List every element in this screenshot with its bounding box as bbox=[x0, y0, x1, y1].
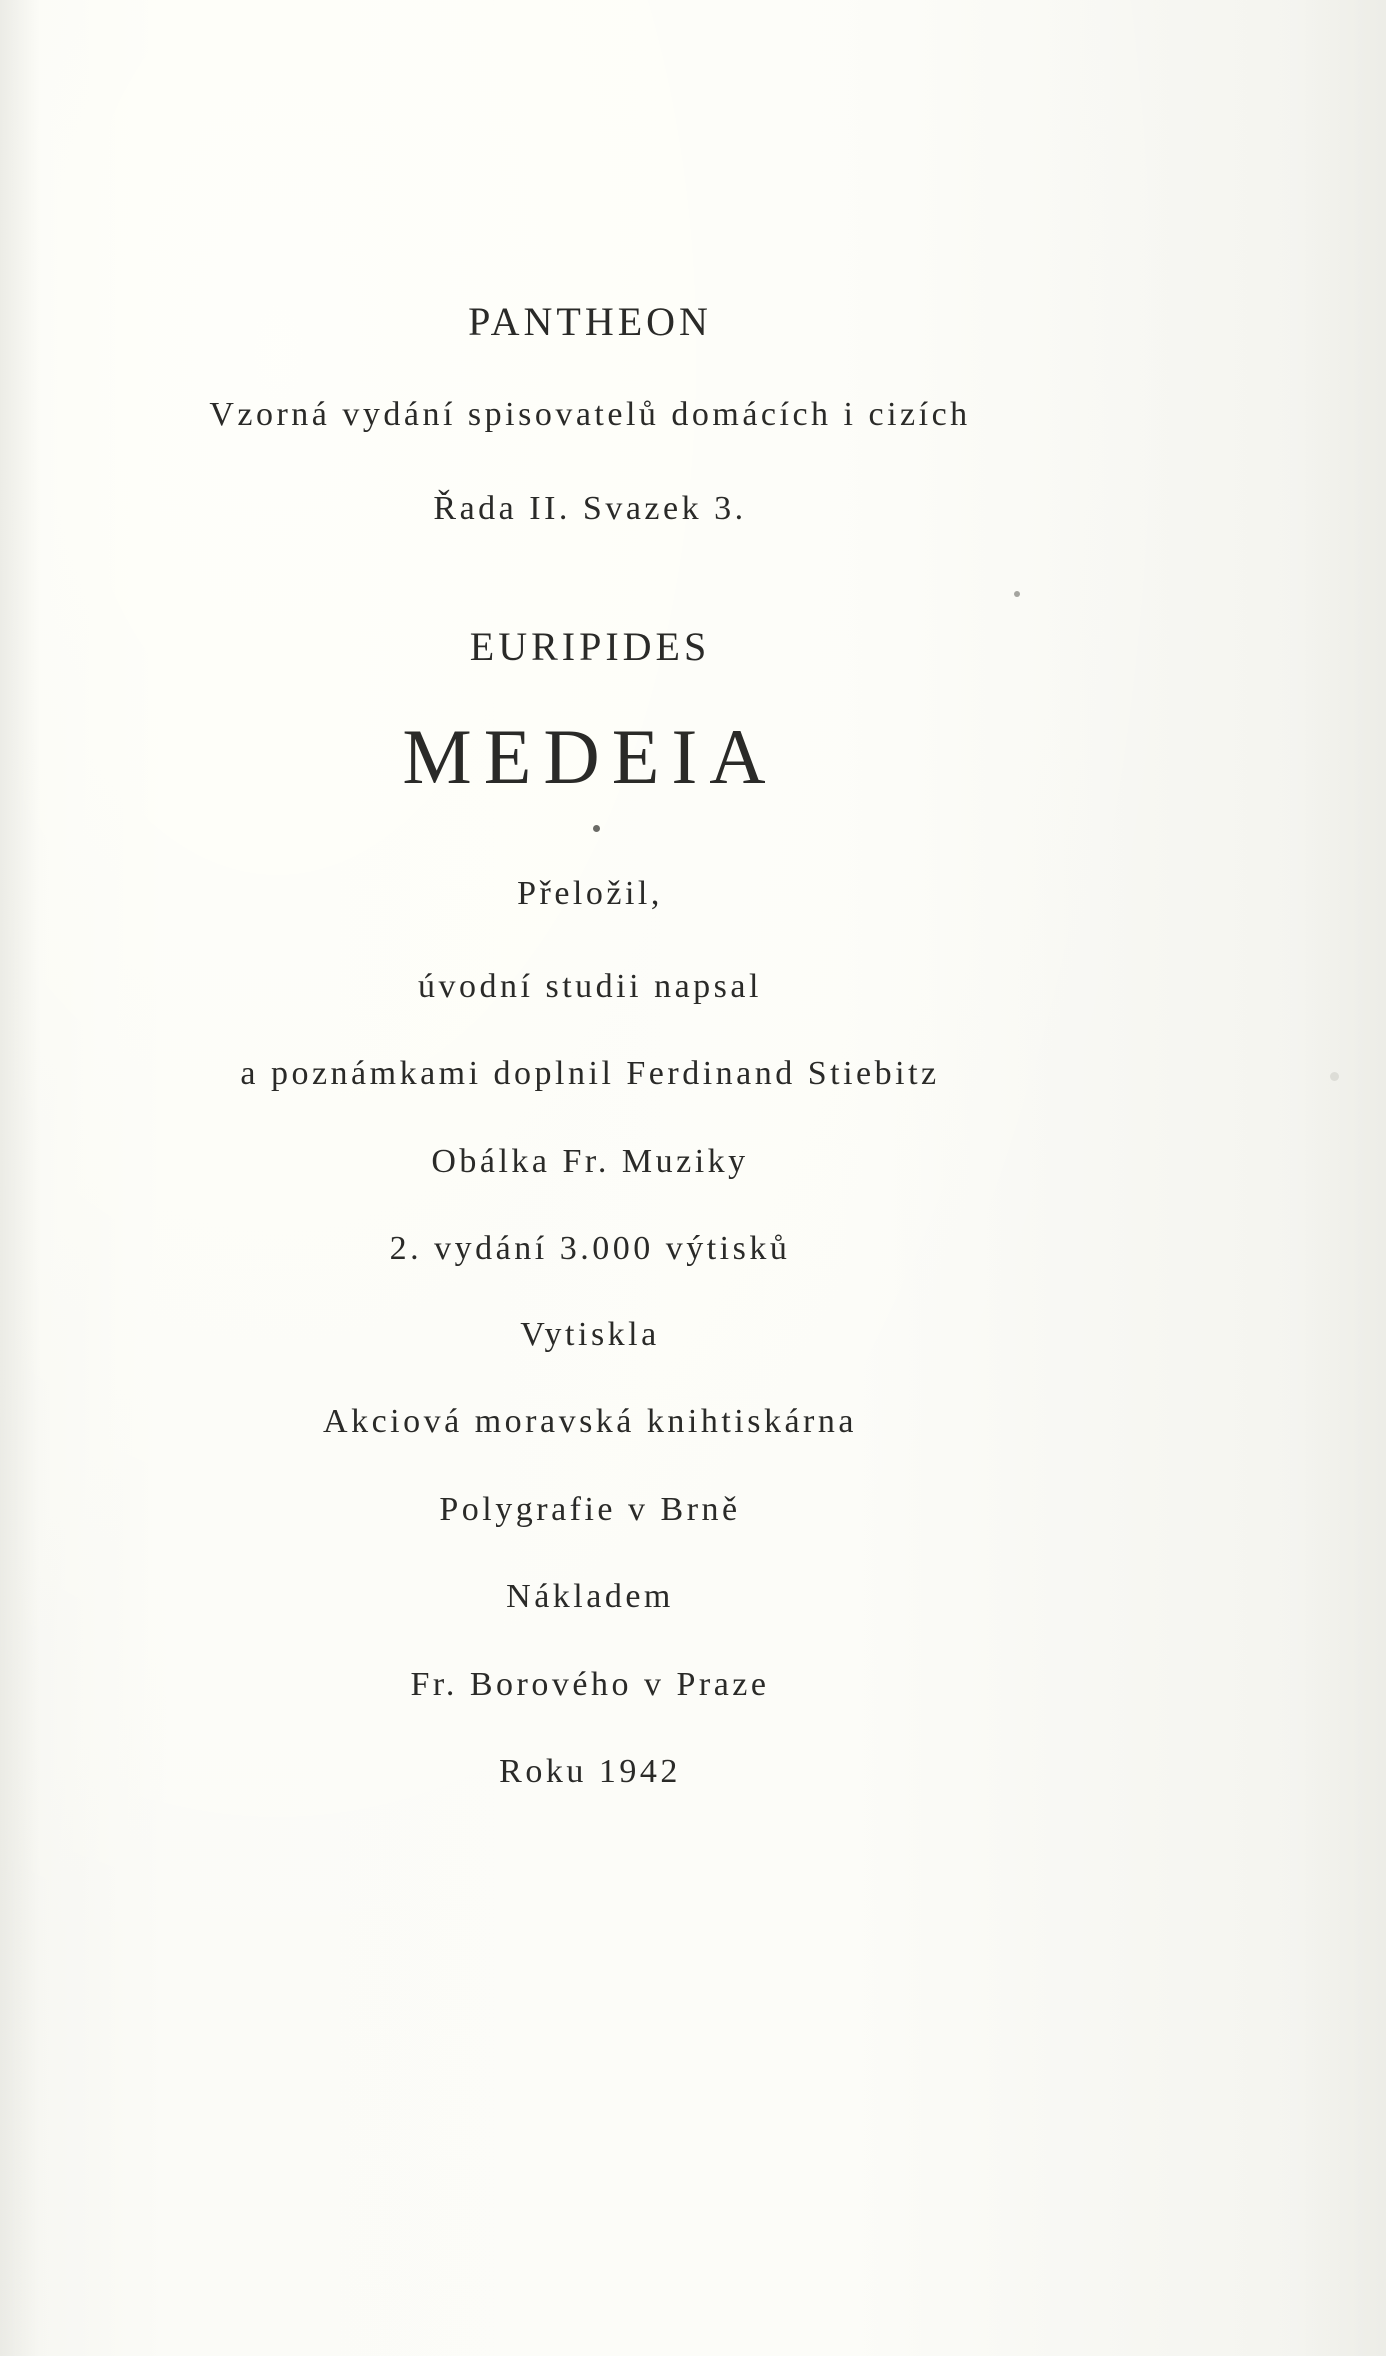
printed-by-label: Vytiskla bbox=[520, 1316, 660, 1353]
book-title: MEDEIA bbox=[402, 713, 778, 800]
series-volume: Řada II. Svazek 3. bbox=[433, 490, 747, 527]
edition-info: 2. vydání 3.000 výtisků bbox=[389, 1230, 791, 1267]
translator-line-2: úvodní studii napsal bbox=[418, 968, 762, 1005]
series-name: PANTHEON bbox=[468, 299, 712, 344]
ink-speck bbox=[1330, 1072, 1339, 1081]
cover-credit: Obálka Fr. Muziky bbox=[431, 1143, 749, 1180]
printer-location: Polygrafie v Brně bbox=[439, 1491, 741, 1528]
published-label: Nákladem bbox=[506, 1578, 674, 1615]
printer-name: Akciová moravská knihtiskárna bbox=[323, 1403, 857, 1440]
translator-line-1: Přeložil, bbox=[517, 875, 663, 912]
ink-speck bbox=[1014, 591, 1020, 597]
series-subtitle: Vzorná vydání spisovatelů domácích i cizích bbox=[209, 396, 971, 433]
author-name: EURIPIDES bbox=[469, 624, 711, 669]
page-edge-shadow-right bbox=[1296, 0, 1386, 2356]
translator-line-3: a poznámkami doplnil Ferdinand Stiebitz bbox=[240, 1055, 940, 1092]
ink-speck bbox=[593, 825, 600, 832]
publisher-name: Fr. Borového v Praze bbox=[410, 1666, 770, 1703]
publication-year: Roku 1942 bbox=[499, 1753, 681, 1790]
